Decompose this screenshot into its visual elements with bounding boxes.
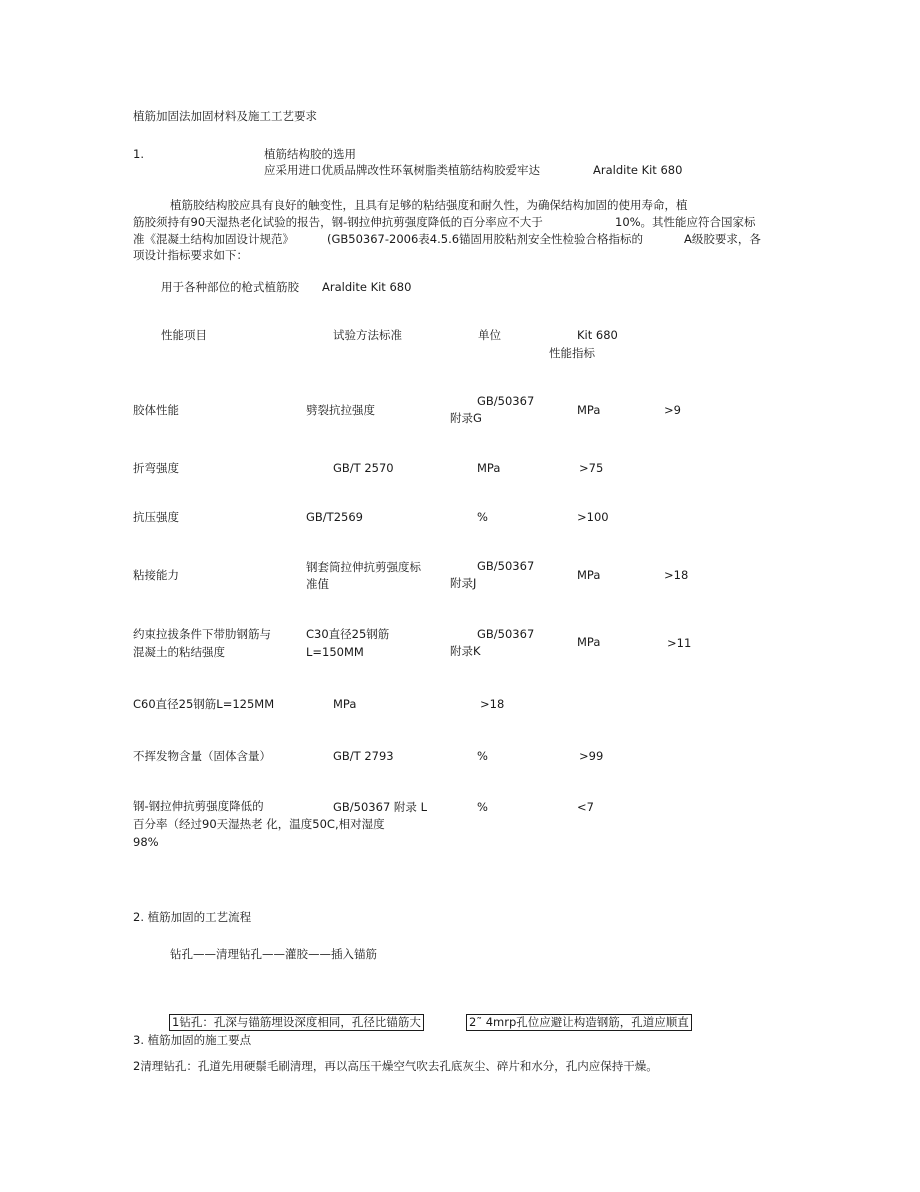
row-2-unit: MPa [477,461,501,475]
row-3-item: 抗压强度 [133,510,179,524]
row-4-unit: MPa [577,568,601,582]
paragraph-line-3c: A级胶要求，各 [684,232,761,246]
section-3-heading: 3. 植筋加固的施工要点 [133,1033,252,1047]
header-unit: 单位 [478,328,501,342]
cleaning-instruction: 2清理钻孔：孔道先用硬鬃毛刷清理，再以高压干燥空气吹去孔底灰尘、碎片和水分，孔内应保持干燥。 [133,1059,658,1073]
row-2-std: GB/T 2570 [333,461,394,475]
row-8-unit: % [477,800,488,814]
hole-position-note-box: 2˜ 4mrp孔位应避让构造钢筋，孔道应顺直 [466,1014,692,1031]
row-8-item-2: 百分率（经过90天湿热老 化，温度50C,相对湿度 [133,817,385,831]
row-4-std-2: 附录J [450,576,477,590]
row-5-value: >11 [667,636,692,650]
row-4-method-1: 钢套筒拉伸抗剪强度标 [306,560,421,574]
section-2-heading: 2. 植筋加固的工艺流程 [133,910,252,924]
header-method: 试验方法标准 [333,328,402,342]
row-7-value: >99 [579,749,604,763]
usage-label: 用于各种部位的枪式植筋胶 [161,280,299,294]
row-8-value: <7 [577,800,594,814]
process-flow: 钻孔——清理钻孔——灌胶——插入锚筋 [170,947,377,961]
row-8-item-3: 98% [133,835,159,849]
row-3-unit: % [477,510,488,524]
header-item: 性能项目 [161,328,207,342]
row-5-method-1: C30直径25钢筋 [306,627,390,641]
paragraph-line-2a: 筋胶须持有90天湿热老化试验的报告，钢-钢拉伸抗剪强度降低的百分率应不大于 [133,215,543,229]
header-kit: Kit 680 [577,328,618,342]
row-4-method-2: 准值 [306,577,329,591]
row-5-std-1: GB/50367 [477,627,535,641]
row-1-std-2: 附录G [450,411,482,425]
row-6-value: >18 [480,697,505,711]
usage-product: Araldite Kit 680 [322,280,412,294]
section-1-product: Araldite Kit 680 [593,163,683,177]
row-7-std: GB/T 2793 [333,749,394,763]
row-1-std-1: GB/50367 [477,394,535,408]
paragraph-line-4: 项设计指标要求如下： [133,248,248,262]
section-1-heading: 植筋结构胶的选用 [264,147,356,161]
row-1-unit: MPa [577,403,601,417]
row-5-unit: MPa [577,635,601,649]
row-1-value: >9 [664,403,681,417]
row-8-item-1: 钢-钢拉伸抗剪强度降低的 [133,799,264,813]
paragraph-line-1: 植筋胶结构胶应具有良好的触变性，且具有足够的粘结强度和耐久性，为确保结构加固的使用寿命，植 [170,198,688,212]
row-7-unit: % [477,749,488,763]
row-2-item: 折弯强度 [133,461,179,475]
paragraph-line-2b: 10%。其性能应符合国家标 [615,215,756,229]
row-3-std: GB/T2569 [306,510,363,524]
row-1-method: 劈裂抗拉强度 [306,403,375,417]
section-1-number: 1. [133,147,144,161]
row-5-item-1: 约束拉拔条件下带肋钢筋与 [133,627,271,641]
row-2-value: >75 [579,461,604,475]
row-6-std: MPa [333,697,357,711]
row-4-value: >18 [664,568,689,582]
row-8-std: GB/50367 附录 L [333,800,427,814]
row-4-std-1: GB/50367 [477,559,535,573]
row-6-item: C60直径25钢筋L=125MM [133,697,275,711]
row-3-value: >100 [577,510,609,524]
paragraph-line-3a: 准《混凝土结构加固设计规范》 [133,232,294,246]
row-5-method-2: L=150MM [306,645,364,659]
header-index: 性能指标 [549,346,595,360]
document-title: 植筋加固法加固材料及施工工艺要求 [133,109,317,123]
row-7-item: 不挥发物含量（固体含量） [133,749,271,763]
section-1-line2: 应采用进口优质品牌改性环氧树脂类植筋结构胶爱牢达 [264,163,540,177]
row-1-item: 胶体性能 [133,403,179,417]
drill-note-box: 1钻孔：孔深与锚筋埋设深度相同，孔径比锚筋大 [169,1014,424,1031]
row-5-item-2: 混凝土的粘结强度 [133,645,225,659]
paragraph-line-3b: (GB50367-2006表4.5.6锚固用胶粘剂安全性检验合格指标的 [327,232,644,246]
row-4-item: 粘接能力 [133,568,179,582]
row-5-std-2: 附录K [450,644,481,658]
